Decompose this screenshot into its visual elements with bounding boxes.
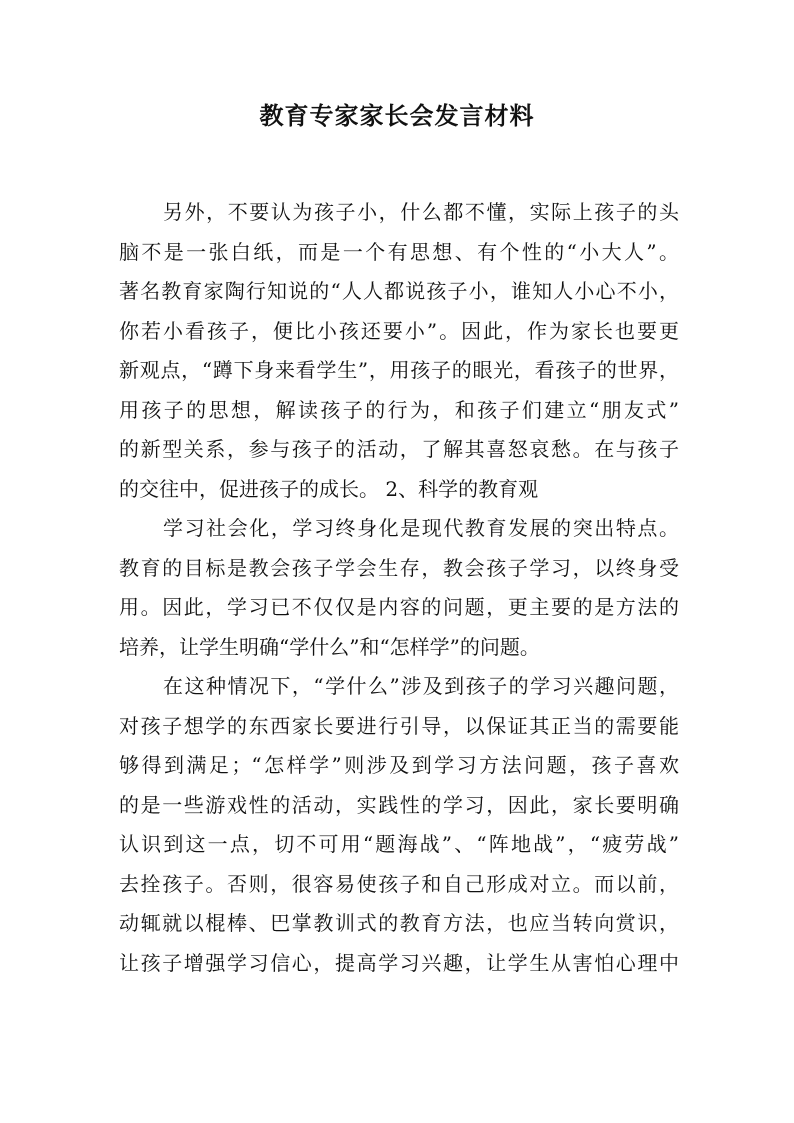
text-line: 对孩子想学的东西家长要进行引导，以保证其正当的需要能: [119, 713, 679, 738]
text-line: 的新型关系，参与孩子的活动，了解其喜怒哀愁。在与孩子: [119, 437, 679, 461]
text-line: 学习社会化，学习终身化是现代教育发展的突出特点。: [163, 516, 679, 540]
text-line: 的交往中，促进孩子的成长。 2、科学的教育观: [119, 476, 539, 501]
text-line: 教育的目标是教会孩子学会生存，教会孩子学习，以终身受: [119, 555, 679, 580]
text-line: 你若小看孩子，便比小孩还要小”。因此，作为家长也要更: [119, 318, 679, 343]
text-line: 另外，不要认为孩子小，什么都不懂，实际上孩子的头: [163, 200, 679, 224]
text-line: 用。因此，学习已不仅仅是内容的问题，更主要的是方法的: [119, 595, 679, 619]
text-line: 的是一些游戏性的活动，实践性的学习，因此，家长要明确: [119, 792, 679, 817]
page-title: 教育专家家长会发言材料: [259, 102, 535, 130]
text-line: 脑不是一张白纸，而是一个有思想、有个性的“小大人”。: [119, 239, 679, 264]
text-line: 让孩子增强学习信心，提高学习兴趣，让学生从害怕心理中: [119, 950, 679, 975]
text-line: 著名教育家陶行知说的“人人都说孩子小，谁知人小心不小，: [119, 279, 679, 303]
text-line: 认识到这一点，切不可用“题海战”、“阵地战”，“疲劳战”: [119, 832, 679, 856]
text-line: 去拴孩子。否则，很容易使孩子和自己形成对立。而以前，: [119, 871, 679, 896]
text-line: 动辄就以棍棒、巴掌教训式的教育方法，也应当转向赏识，: [119, 911, 679, 935]
text-line: 在这种情况下，“学什么”涉及到孩子的学习兴趣问题，: [163, 674, 679, 698]
text-line: 用孩子的思想，解读孩子的行为，和孩子们建立“朋友式”: [119, 397, 679, 422]
text-line: 够得到满足；“怎样学”则涉及到学习方法问题，孩子喜欢: [119, 753, 679, 777]
text-line: 新观点，“蹲下身来看学生”，用孩子的眼光，看孩子的世界，: [119, 358, 679, 382]
text-line: 培养，让学生明确“学什么”和“怎样学”的问题。: [119, 634, 540, 659]
document-body: [119, 193, 679, 983]
